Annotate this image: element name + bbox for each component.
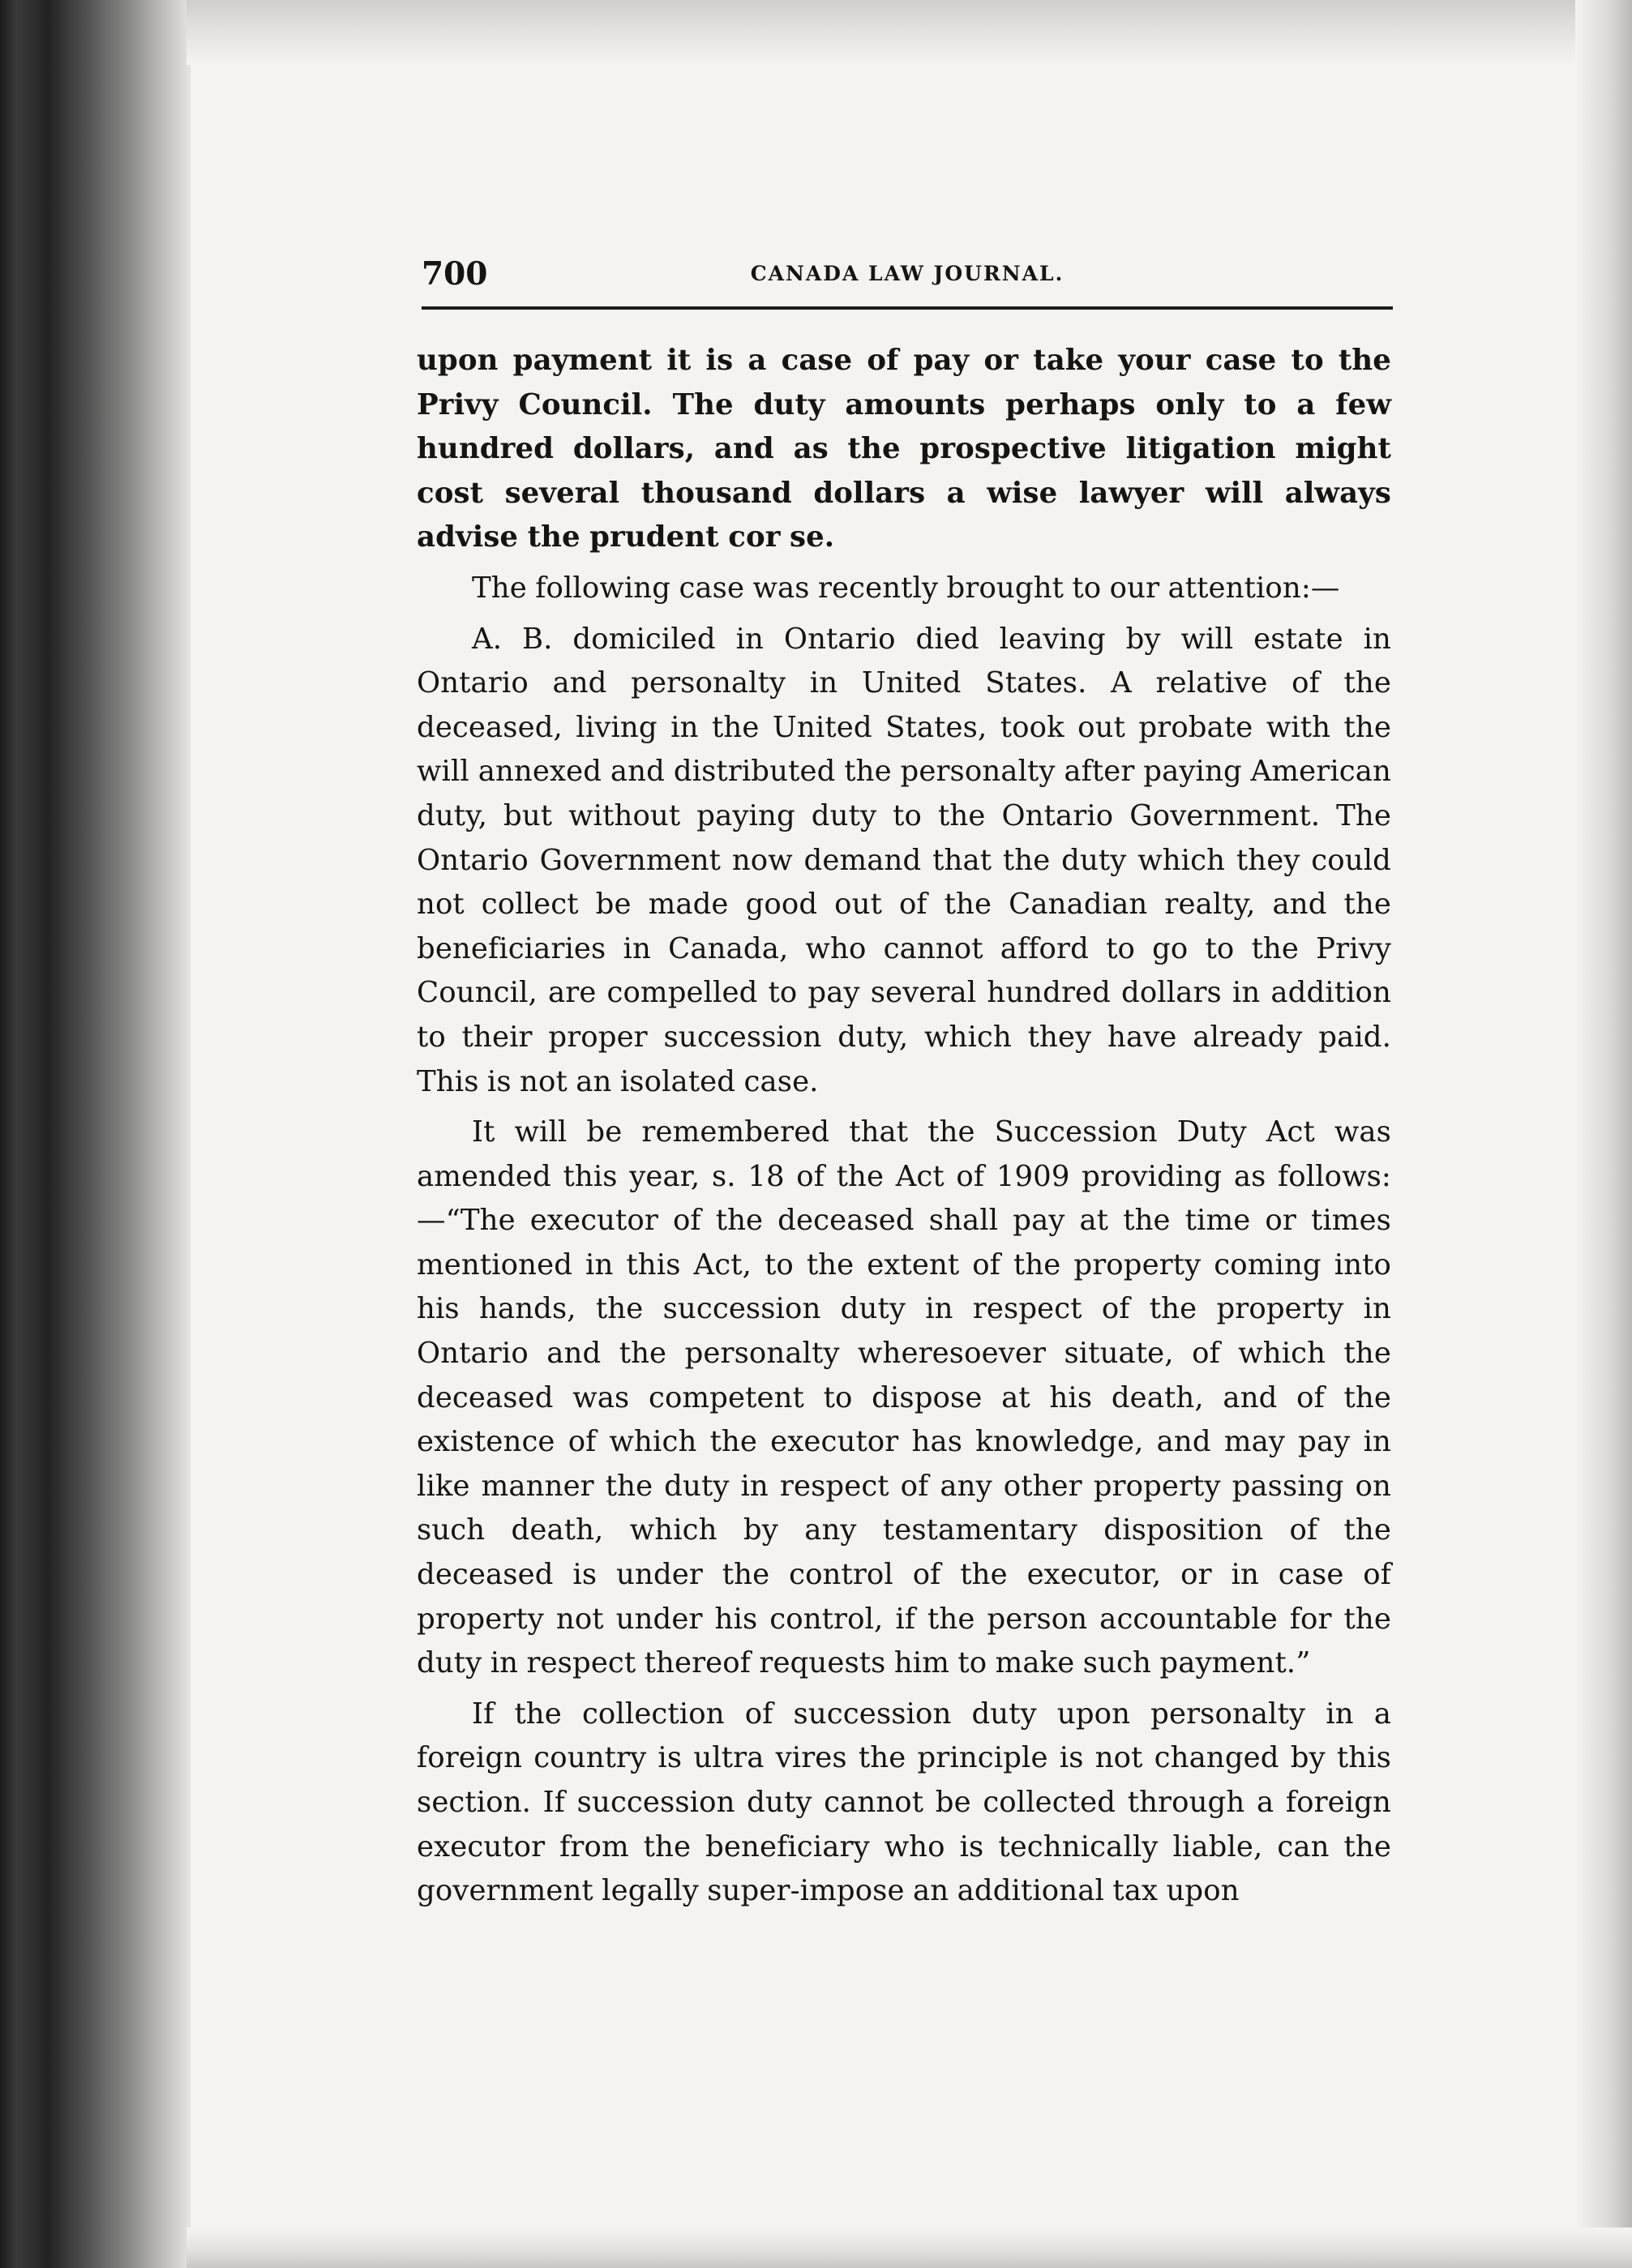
right-scan-edge	[1575, 0, 1632, 2268]
body-text	[417, 339, 1391, 1920]
binding-edge	[0, 0, 191, 2268]
paragraph-ultra-vires: If the collection of succession duty upon personalty in a foreign country is ultra vires the principle is not changed by this section. If succession duty cannot be collected through a foreign executor from the beneficiary who is technically liable, can the government legally super-impose an additional tax upon	[417, 1697, 1391, 1908]
header-rule	[422, 306, 1393, 310]
paragraph-attention: The following case was recently brought to our attention:—	[472, 571, 1340, 605]
running-title: CANADA LAW JOURNAL.	[750, 262, 1064, 285]
page-number: 700	[422, 255, 488, 293]
bottom-scan-edge	[186, 2227, 1632, 2268]
paragraph-case: A. B. domiciled in Ontario died leaving by will estate in Ontario and personalty in United States. A relative of the deceased, living in the United States, took out probate with the will annexed and distributed the personalty after paying American duty, but without paying duty to the Ontario Government. The Ontario Government now demand that the duty which they could not collect be made good out of the Canadian realty, and the beneficiaries in Canada, who cannot afford to go to the Privy Council, are compelled to pay several hundred dollars in addition to their proper succession duty, which they have already paid. This is not an isolated case.	[417, 622, 1391, 1098]
page-header	[422, 250, 1393, 298]
paragraph-continuation: upon payment it is a case of pay or take your case to the Privy Council. The duty amounts perhaps only to a few hundred dollars, and as the prospective litigation might cost several thousand dollars a wise lawyer will always advise the prudent cor se.	[417, 344, 1391, 554]
top-scan-edge	[186, 0, 1632, 65]
paragraph-act: It will be remembered that the Succession Duty Act was amended this year, s. 18 of the Act of 1909 providing as follows:—“The executor of the deceased shall pay at the time or times mentioned in this Act, to the extent of the property coming into his hands, the succession duty in respect of the property in Ontario and the personalty wheresoever situate, of which the deceased was competent to dispose at his death, and of the existence of which the executor has knowledge, and may pay in like manner the duty in respect of any other property passing on such death, which by any testamentary disposition of the deceased is under the control of the executor, or in case of property not under his control, if the person accountable for the duty in respect thereof requests him to make such payment.”	[417, 1115, 1391, 1680]
